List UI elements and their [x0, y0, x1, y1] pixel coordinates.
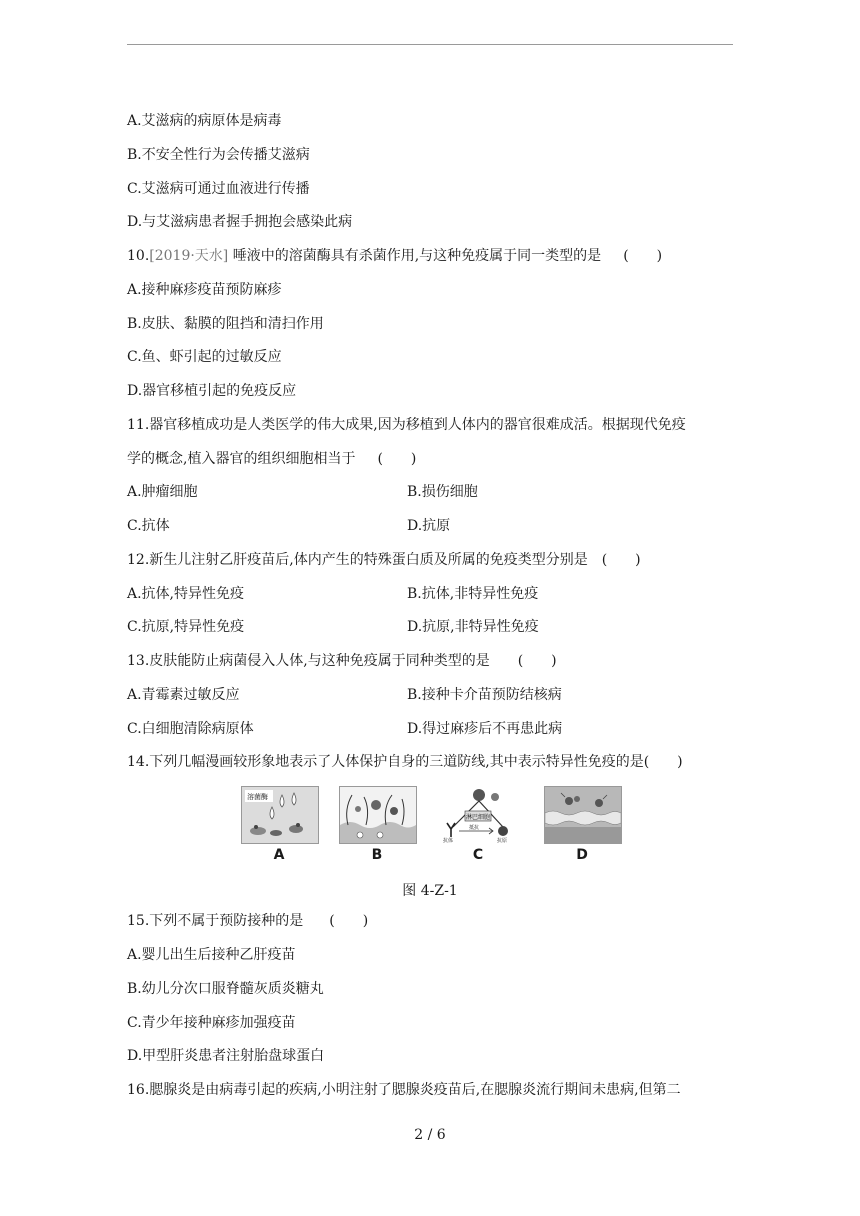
q10-number: 10.	[127, 248, 150, 264]
q12-stem-line	[127, 550, 641, 570]
panel-c-box-text: 淋巴细胞	[466, 814, 491, 821]
q10-option-b: B.皮肤、黏膜的阻挡和清扫作用	[127, 316, 324, 332]
cartoon-panel-b	[339, 786, 417, 844]
answer-blank: ( )	[377, 451, 417, 467]
q10-stem: 唾液中的溶菌酶具有杀菌作用,与这种免疫属于同一类型的是	[232, 248, 602, 264]
q15-option-b: B.幼儿分次口服脊髓灰质炎糖丸	[127, 981, 324, 997]
q12-stem: 12.新生儿注射乙肝疫苗后,体内产生的特殊蛋白质及所属的免疫类型分别是	[127, 552, 588, 568]
panel-label-a: A	[273, 847, 285, 863]
q13-option-a: A.青霉素过敏反应	[127, 687, 240, 703]
panel-label-c: C	[472, 847, 484, 863]
q10-option-c: C.鱼、虾引起的过敏反应	[127, 349, 282, 365]
q13-option-d: D.得过麻疹后不再患此病	[407, 721, 563, 737]
q13-stem-line	[127, 651, 557, 671]
lymphocyte-antibody-cartoon-icon	[441, 787, 517, 843]
q15-stem-line	[127, 911, 368, 931]
panel-a-text: 溶菌酶	[247, 793, 268, 801]
panel-label-b: B	[371, 847, 383, 863]
lysozyme-cartoon-icon	[242, 787, 318, 843]
page-number: 2 / 6	[414, 1127, 446, 1143]
q16-stem: 16.腮腺炎是由病毒引起的疾病,小明注射了腮腺炎疫苗后,在腮腺炎流行期间未患病,但第二	[127, 1082, 681, 1098]
q11-option-a: A.肿瘤细胞	[127, 484, 198, 500]
q14-figure	[241, 786, 621, 866]
panel-label-d: D	[576, 847, 588, 863]
answer-blank: ( )	[623, 248, 663, 264]
cartoon-panel-c	[440, 786, 518, 844]
q11-stem: 学的概念,植入器官的组织细胞相当于	[127, 451, 356, 467]
q13-option-b: B.接种卡介苗预防结核病	[407, 687, 562, 703]
q14-stem: 14.下列几幅漫画较形象地表示了人体保护自身的三道防线,其中表示特异性免疫的是( )	[127, 754, 683, 770]
q15-option-d: D.甲型肝炎患者注射胎盘球蛋白	[127, 1048, 325, 1064]
q10-option-d: D.器官移植引起的免疫反应	[127, 383, 297, 399]
q9-option-a: A.艾滋病的病原体是病毒	[127, 113, 282, 129]
q9-option-b: B.不安全性行为会传播艾滋病	[127, 147, 310, 163]
q11-option-d: D.抗原	[407, 518, 451, 534]
skin-barrier-cartoon-icon	[340, 787, 416, 843]
q12-option-a: A.抗体,特异性免疫	[127, 586, 245, 602]
figure-caption: 图 4-Z-1	[402, 883, 458, 899]
answer-blank: ( )	[517, 653, 557, 669]
q15-option-c: C.青少年接种麻疹加强疫苗	[127, 1015, 296, 1031]
q12-option-c: C.抗原,特异性免疫	[127, 619, 245, 635]
q15-option-a: A.婴儿出生后接种乙肝疫苗	[127, 947, 296, 963]
q9-option-c: C.艾滋病可通过血液进行传播	[127, 181, 310, 197]
q12-option-d: D.抗原,非特异性免疫	[407, 619, 539, 635]
q13-option-c: C.白细胞清除病原体	[127, 721, 254, 737]
q11-option-b: B.损伤细胞	[407, 484, 478, 500]
cartoon-panel-d	[544, 786, 622, 844]
q10-option-a: A.接种麻疹疫苗预防麻疹	[127, 282, 282, 298]
answer-blank: ( )	[329, 913, 369, 929]
answer-blank: ( )	[601, 552, 641, 568]
q11-stem-line2	[127, 449, 416, 469]
q12-option-b: B.抗体,非特异性免疫	[407, 586, 539, 602]
q10-stem-line	[127, 246, 662, 266]
q9-option-d: D.与艾滋病患者握手拥抱会感染此病	[127, 214, 353, 230]
q11-option-c: C.抗体	[127, 518, 170, 534]
panel-c-antibody-text: 抗体	[443, 838, 454, 843]
q10-source: [2019·天水]	[149, 248, 229, 264]
panel-c-antigen-text: 抗原	[497, 838, 508, 843]
cartoon-panel-a	[241, 786, 319, 844]
header-rule	[127, 44, 733, 45]
q13-stem: 13.皮肤能防止病菌侵入人体,与这种免疫属于同种类型的是	[127, 653, 490, 669]
q11-stem-line1: 11.器官移植成功是人类医学的伟大成果,因为移植到人体内的器官很难成活。根据现代免疫	[127, 417, 686, 433]
panel-c-small-text: 抵抗	[469, 825, 480, 831]
mucosa-layer-cartoon-icon	[545, 787, 621, 843]
q15-stem: 15.下列不属于预防接种的是	[127, 913, 304, 929]
